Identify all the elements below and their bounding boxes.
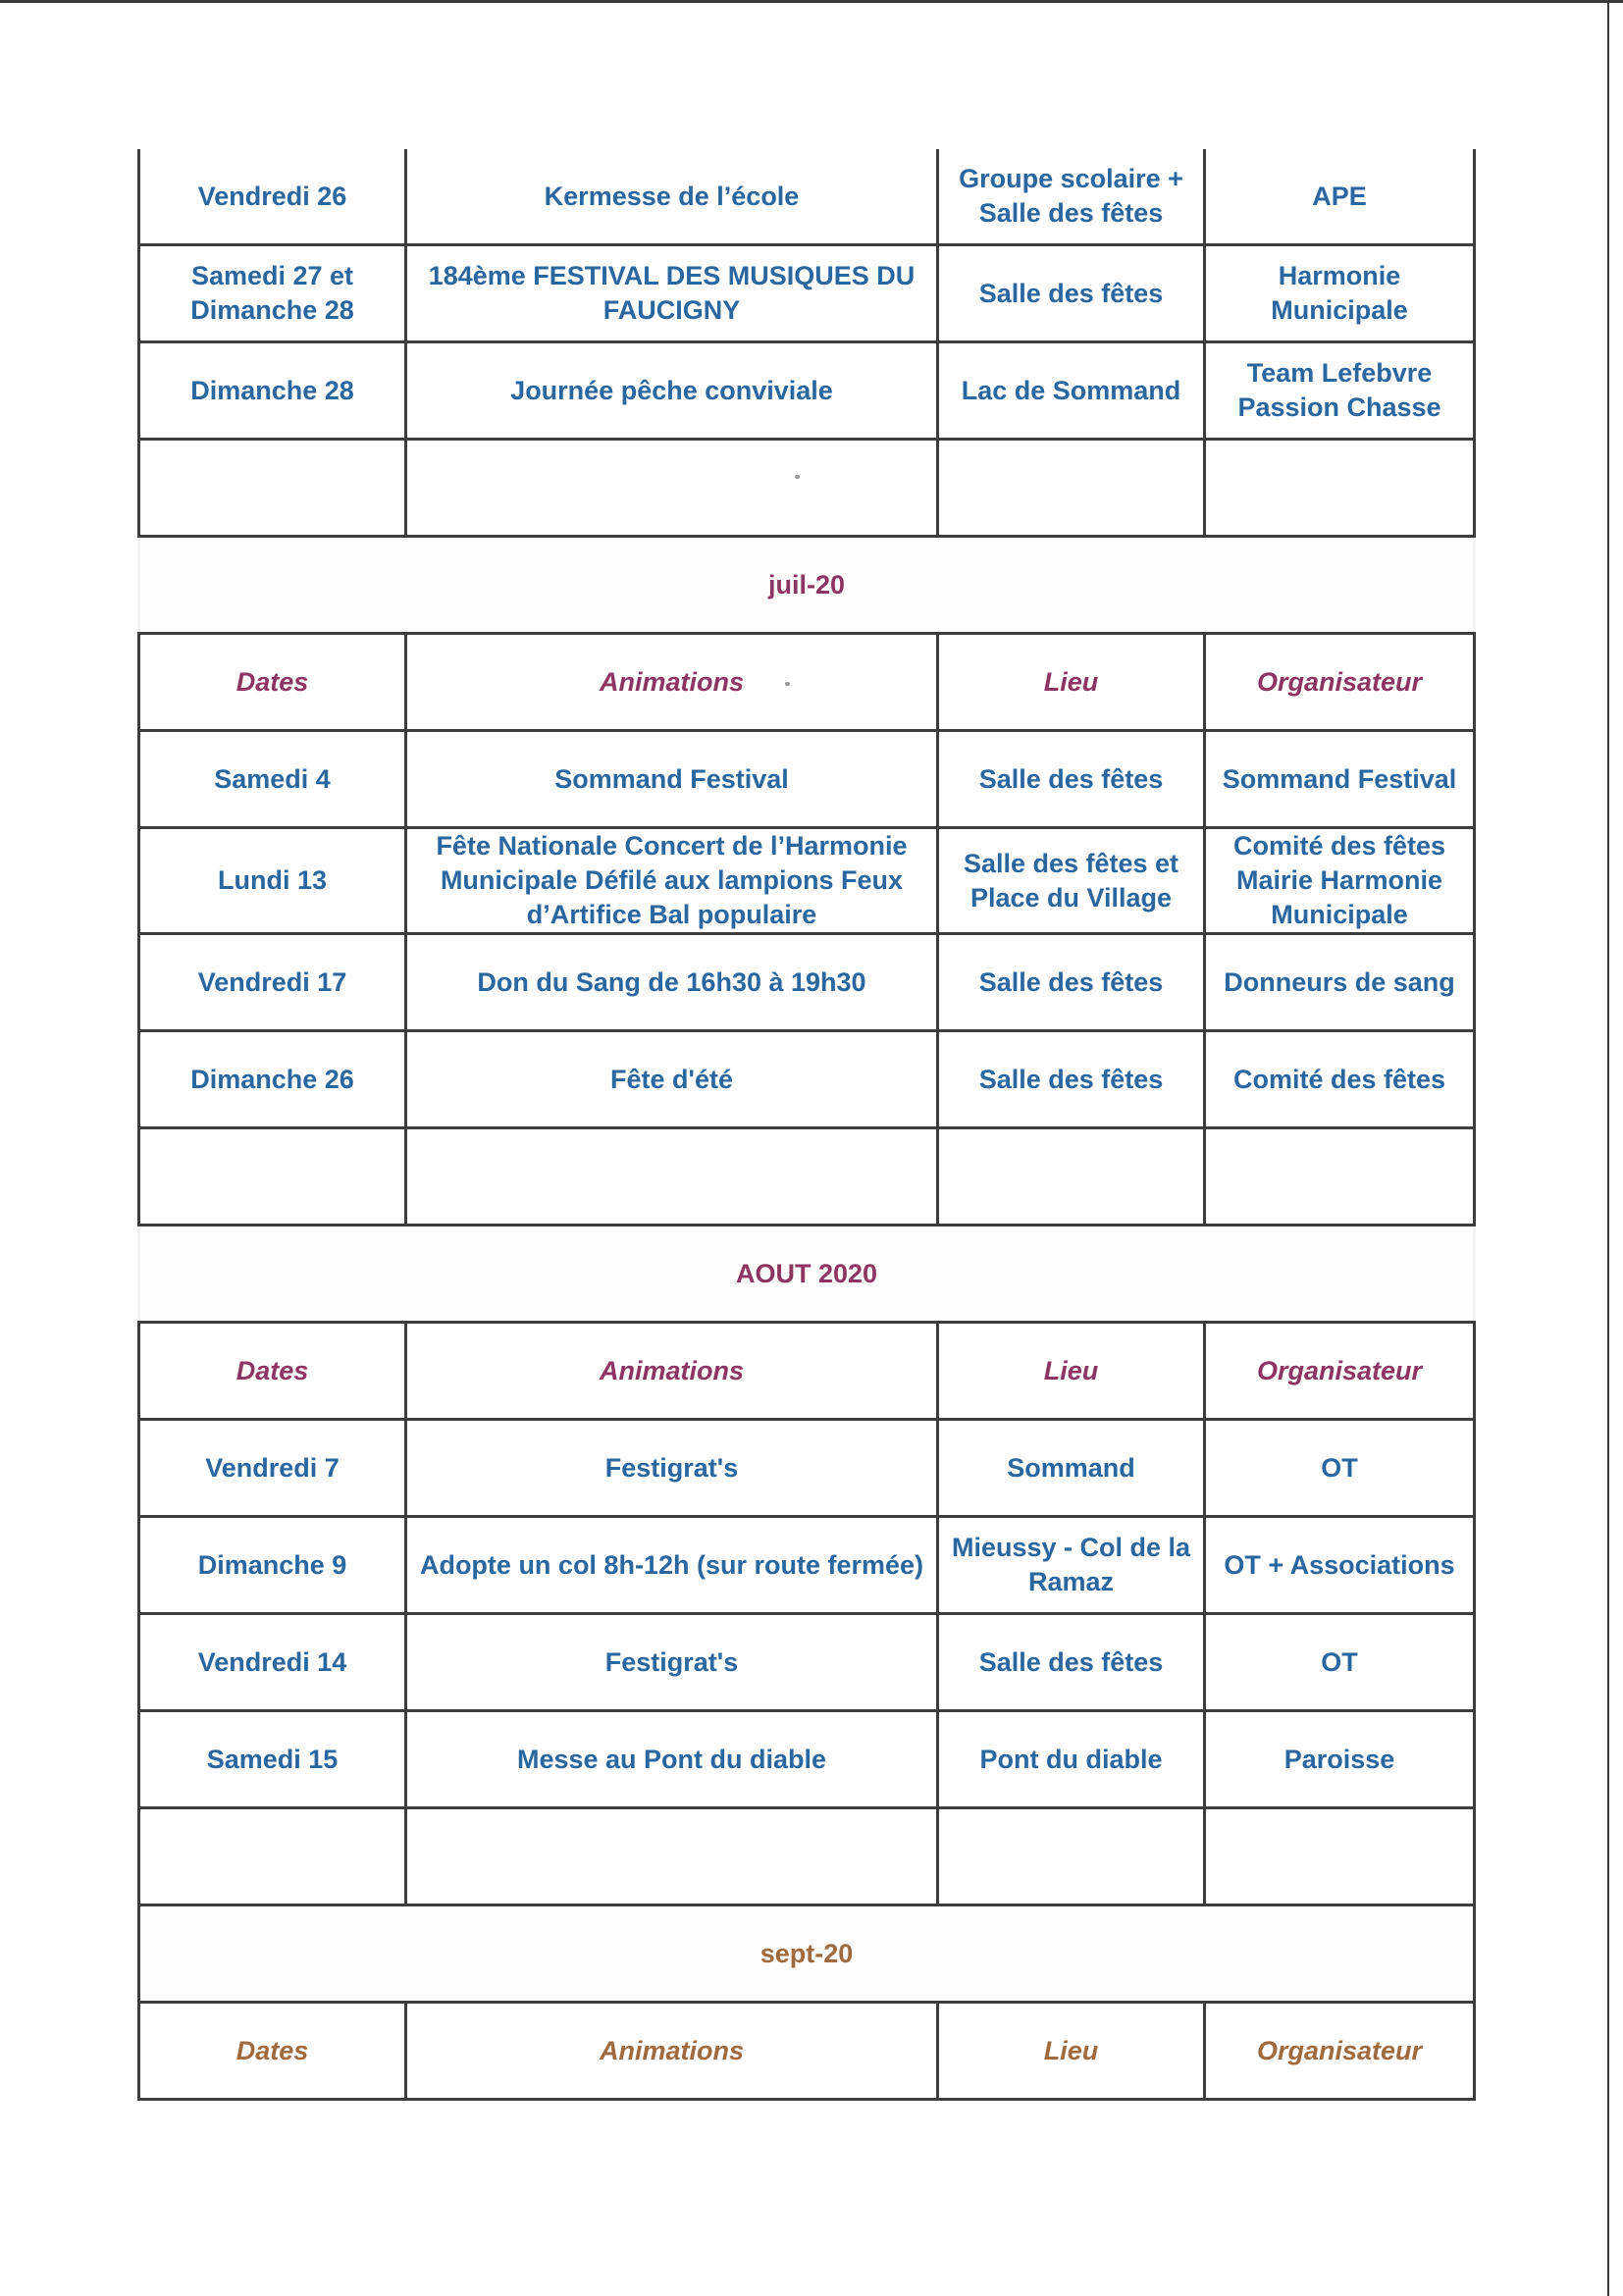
empty-row <box>139 1128 1475 1226</box>
animation-cell: Messe au Pont du diable <box>406 1711 938 1808</box>
lieu-cell: Salle des fêtes et Place du Village <box>938 828 1205 934</box>
column-header-organisateur: Organisateur <box>1205 634 1475 731</box>
lieu-cell: Salle des fêtes <box>938 245 1205 342</box>
column-header-row <box>139 634 1475 731</box>
month-heading-row <box>139 1905 1475 2003</box>
animation-cell: Festigrat's <box>406 1614 938 1711</box>
month-heading-august: AOUT 2020 <box>139 1226 1475 1323</box>
organisateur-cell: Paroisse <box>1205 1711 1475 1808</box>
table-row <box>139 1517 1475 1614</box>
month-heading-july: juil-20 <box>139 537 1475 634</box>
lieu-cell: Salle des fêtes <box>938 1614 1205 1711</box>
column-header-lieu: Lieu <box>938 634 1205 731</box>
table-row <box>139 934 1475 1031</box>
table-row <box>139 1711 1475 1808</box>
date-cell: Lundi 13 <box>139 828 406 934</box>
lieu-cell: Salle des fêtes <box>938 731 1205 828</box>
column-header-organisateur: Organisateur <box>1205 2003 1475 2100</box>
column-header-dates: Dates <box>139 2003 406 2100</box>
lieu-cell: Lac de Sommand <box>938 342 1205 440</box>
month-heading-row <box>139 1226 1475 1323</box>
animation-cell: Adopte un col 8h-12h (sur route fermée) <box>406 1517 938 1614</box>
column-header-lieu: Lieu <box>938 2003 1205 2100</box>
table-row <box>139 731 1475 828</box>
animation-cell: Sommand Festival <box>406 731 938 828</box>
lieu-cell: Groupe scolaire + Salle des fêtes <box>938 149 1205 245</box>
animation-cell: Fête Nationale Concert de l’Harmonie Municipale Défilé aux lampions Feux d’Artifice Bal populaire <box>406 828 938 934</box>
lieu-cell: Mieussy - Col de la Ramaz <box>938 1517 1205 1614</box>
events-schedule-table <box>137 149 1476 2101</box>
date-cell: Vendredi 17 <box>139 934 406 1031</box>
organisateur-cell: Comité des fêtes Mairie Harmonie Municipale <box>1205 828 1475 934</box>
month-heading-row <box>139 537 1475 634</box>
table-row <box>139 1614 1475 1711</box>
column-header-animations: Animations <box>406 1323 938 1420</box>
date-cell: Dimanche 26 <box>139 1031 406 1128</box>
column-header-dates: Dates <box>139 1323 406 1420</box>
date-cell: Dimanche 9 <box>139 1517 406 1614</box>
lieu-cell: Salle des fêtes <box>938 1031 1205 1128</box>
column-header-row <box>139 2003 1475 2100</box>
table-row <box>139 828 1475 934</box>
column-header-row <box>139 1323 1475 1420</box>
column-header-animations: Animations <box>406 2003 938 2100</box>
table-row <box>139 1420 1475 1517</box>
animation-cell: Don du Sang de 16h30 à 19h30 <box>406 934 938 1031</box>
empty-row <box>139 440 1475 537</box>
animation-cell: Journée pêche conviviale <box>406 342 938 440</box>
date-cell: Dimanche 28 <box>139 342 406 440</box>
date-cell: Vendredi 7 <box>139 1420 406 1517</box>
organisateur-cell: OT + Associations <box>1205 1517 1475 1614</box>
organisateur-cell: Donneurs de sang <box>1205 934 1475 1031</box>
animation-cell: Festigrat's <box>406 1420 938 1517</box>
animation-cell: Kermesse de l’école <box>406 149 938 245</box>
organisateur-cell: Team Lefebvre Passion Chasse <box>1205 342 1475 440</box>
organisateur-cell: OT <box>1205 1420 1475 1517</box>
date-cell: Vendredi 26 <box>139 149 406 245</box>
column-header-animations: Animations <box>406 634 938 731</box>
scan-top-edge <box>0 0 1623 3</box>
table-row <box>139 245 1475 342</box>
animation-cell: 184ème FESTIVAL DES MUSIQUES DU FAUCIGNY <box>406 245 938 342</box>
lieu-cell: Sommand <box>938 1420 1205 1517</box>
organisateur-cell: Sommand Festival <box>1205 731 1475 828</box>
lieu-cell: Salle des fêtes <box>938 934 1205 1031</box>
month-heading-september: sept-20 <box>139 1905 1475 2003</box>
empty-row <box>139 1808 1475 1905</box>
organisateur-cell: APE <box>1205 149 1475 245</box>
organisateur-cell: Harmonie Municipale <box>1205 245 1475 342</box>
column-header-dates: Dates <box>139 634 406 731</box>
animation-cell: Fête d'été <box>406 1031 938 1128</box>
organisateur-cell: OT <box>1205 1614 1475 1711</box>
date-cell: Vendredi 14 <box>139 1614 406 1711</box>
date-cell: Samedi 4 <box>139 731 406 828</box>
column-header-organisateur: Organisateur <box>1205 1323 1475 1420</box>
lieu-cell: Pont du diable <box>938 1711 1205 1808</box>
table-row <box>139 342 1475 440</box>
table-row <box>139 1031 1475 1128</box>
date-cell: Samedi 15 <box>139 1711 406 1808</box>
table-row <box>139 149 1475 245</box>
scan-right-edge <box>1607 0 1609 2296</box>
organisateur-cell: Comité des fêtes <box>1205 1031 1475 1128</box>
date-cell: Samedi 27 et Dimanche 28 <box>139 245 406 342</box>
column-header-lieu: Lieu <box>938 1323 1205 1420</box>
